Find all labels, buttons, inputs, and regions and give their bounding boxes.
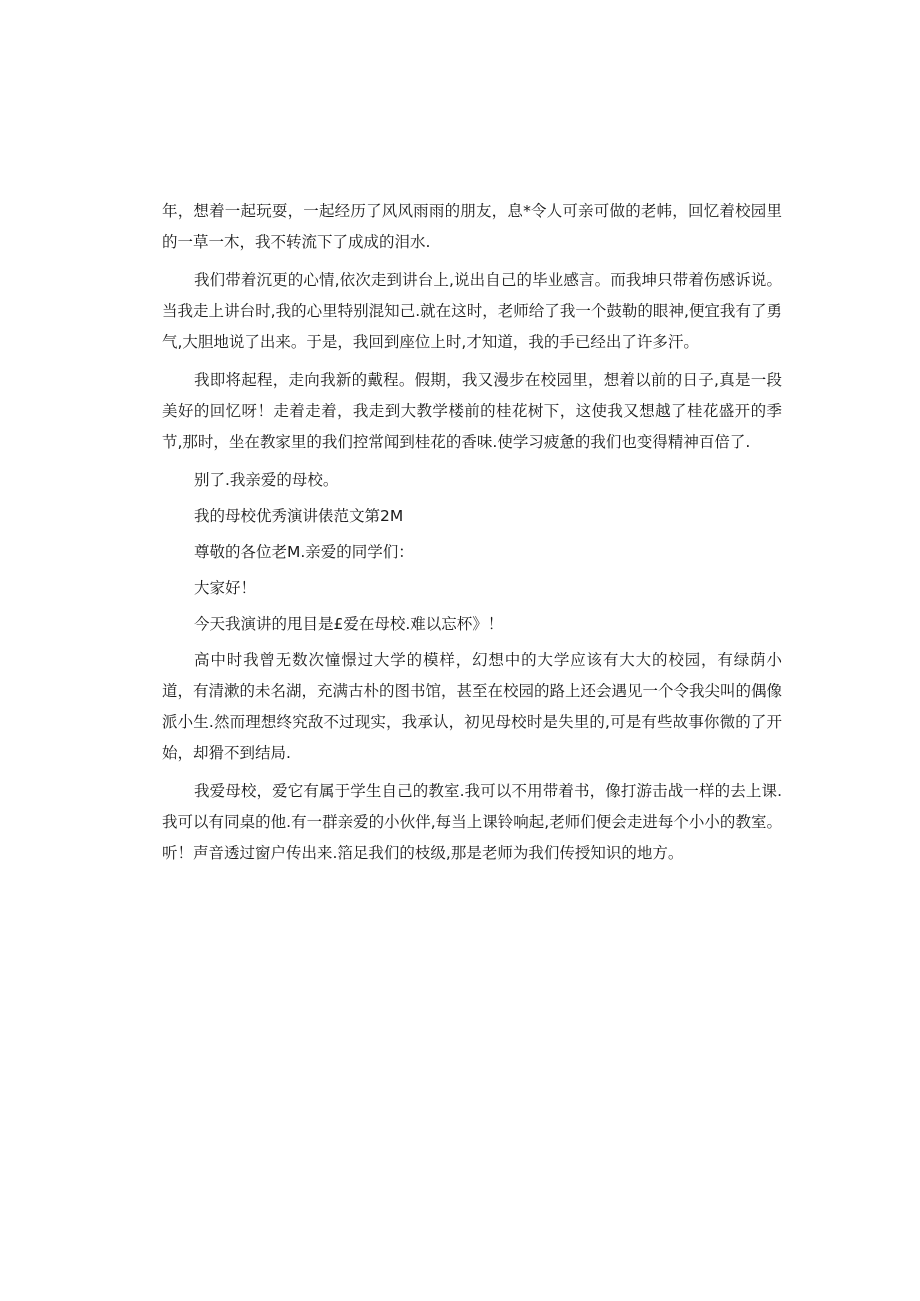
paragraph: 高中时我曾无数次憧憬过大学的模样，幻想中的大学应该有大大的校园，有绿荫小道，有清漱的未名湖，充满古朴的图书馆，甚至在校园的路上还会遇见一个令我尖叫的偶像派小生.然而理想终究敌不过现实，我承认，初见母校时是失里的,可是有些故事你微的了开始，却猾不到结局. — [162, 651, 783, 762]
paragraph: 年，想着一起玩耍，一起经历了风风雨雨的朋友，息*令人可亲可做的老帏，回忆着校园里的一草一木，我不转流下了成成的泪水. — [162, 202, 782, 251]
paragraph: 别了.我亲爱的母校。 — [194, 471, 339, 489]
greeting: 大家好！ — [194, 579, 257, 597]
paragraph: 我爱母校，爱它有属于学生自己的教室.我可以不用带着书，像打游击战一样的去上课.我可以有同桌的他.有一群亲爱的小伙伴,每当上课铃响起,老师们便会走进每个小小的教室。听！声音透过窗户传出来.箔足我们的枝级,那是老师为我们传授知识的地方。 — [162, 782, 782, 862]
salutation: 尊敬的各位老M.亲爱的同学们： — [194, 543, 414, 561]
document-body — [162, 196, 782, 876]
paragraph: 我们带着沉更的心情,依次走到讲台上,说出自己的毕业感言。而我坤只带着伤感诉说。当我走上讲台时,我的心里特别混知己.就在这时，老师给了我一个鼓勒的眼神,便宜我有了勇气,大胆地说了出来。于是，我回到座位上时,才知道，我的手已经出了许多汗。 — [162, 271, 782, 351]
speech-title-line: 今天我演讲的甩目是£爱在母校.难以忘杯》！ — [194, 615, 504, 633]
paragraph: 我即将起程，走向我新的戴程。假期，我又漫步在校园里，想着以前的日子,真是一段美好的回忆呀！走着走着，我走到大教学楼前的桂花树下，这使我又想越了桂花盛开的季节,那时，坐在教家里的我们控常闻到桂花的香味.使学习疲惫的我们也变得精神百倍了. — [162, 371, 782, 451]
section-heading: 我的母校优秀演讲俵范文第2M — [194, 507, 404, 525]
